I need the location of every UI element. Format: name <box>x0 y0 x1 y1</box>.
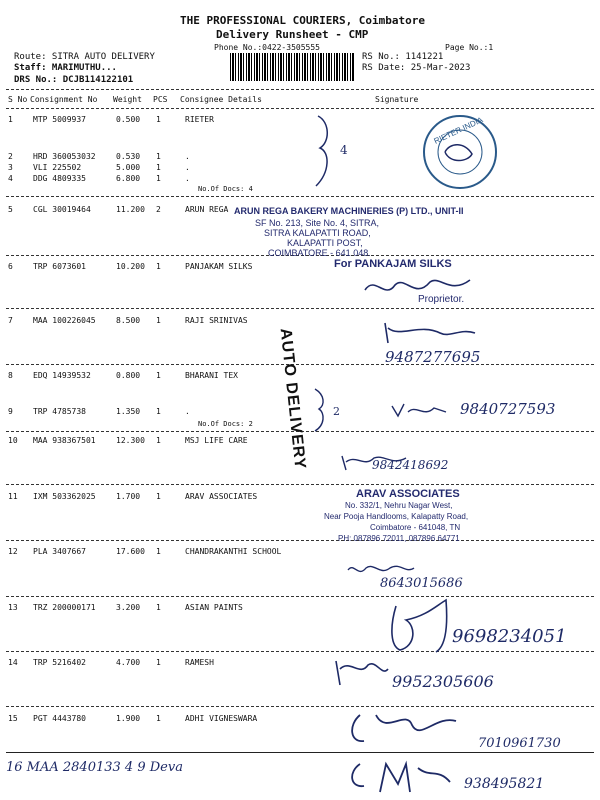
row-consignee: RAMESH <box>185 658 214 667</box>
col-pcs: PCS <box>153 95 168 104</box>
row-weight: 3.200 <box>116 603 141 612</box>
row13-phone: 9698234051 <box>452 626 567 647</box>
row7-signature <box>380 318 480 348</box>
bottom-rule <box>6 752 594 753</box>
row-pcs: 1 <box>156 492 161 501</box>
row-consignee: ASIAN PAINTS <box>185 603 243 612</box>
row-sno: 14 <box>8 658 18 667</box>
table-row <box>0 262 600 276</box>
arav-stamp-line: Coimbatore - 641048, TN <box>370 523 461 532</box>
row-consignee: BHARANI TEX <box>185 371 238 380</box>
row-sno: 9 <box>8 407 13 416</box>
table-row <box>0 316 600 330</box>
row-consignee: . <box>185 174 190 183</box>
row-consignment: MAA 938367501 <box>33 436 96 445</box>
row9-bracket <box>305 385 365 435</box>
pankajam-signature <box>360 270 480 306</box>
row-consignee: MSJ LIFE CARE <box>185 436 248 445</box>
svg-text:4: 4 <box>340 143 348 157</box>
row9-signature <box>390 400 450 422</box>
rs-date: RS Date: 25-Mar-2023 <box>362 63 471 73</box>
row15-phone: 7010961730 <box>478 736 561 751</box>
row-consignee: ADHI VIGNESWARA <box>185 714 258 723</box>
row-weight: 0.800 <box>116 371 141 380</box>
phone-number: Phone No.:0422-3505555 <box>214 43 320 52</box>
arun-rega-stamp-line: SITRA KALAPATTI ROAD, <box>264 228 371 238</box>
row14-phone: 9952305606 <box>392 672 494 691</box>
row-divider <box>6 484 594 485</box>
row-divider <box>6 364 594 365</box>
arav-stamp-line: No. 332/1, Nehru Nagar West, <box>345 501 453 510</box>
handwritten-extra-row: 16 MAA 2840133 4 9 Deva <box>6 760 183 775</box>
row-sno: 7 <box>8 316 13 325</box>
row-pcs: 1 <box>156 714 161 723</box>
row10-phone: 9842418692 <box>372 458 449 472</box>
table-row <box>0 492 600 506</box>
extra-row-signature <box>346 758 456 798</box>
row-consignee: CHANDRAKANTHI SCHOOL <box>185 547 282 556</box>
row-consignee: . <box>185 163 190 172</box>
row-consignment: MAA 100226045 <box>33 316 96 325</box>
row-consignee: ARAV ASSOCIATES <box>185 492 258 501</box>
table-header <box>0 95 600 109</box>
row-sno: 11 <box>8 492 18 501</box>
row-pcs: 1 <box>156 436 161 445</box>
col-sno: S No <box>8 95 28 104</box>
row-weight: 0.500 <box>116 115 141 124</box>
row-weight: 12.300 <box>116 436 145 445</box>
row-consignment: TRP 4785738 <box>33 407 86 416</box>
row-pcs: 1 <box>156 163 161 172</box>
rieter-stamp-text: RIETER INDIA <box>432 115 485 146</box>
row-sno: 4 <box>8 174 13 183</box>
row-divider <box>6 596 594 597</box>
row-consignment: VLI 225502 <box>33 163 82 172</box>
row-weight: 6.800 <box>116 174 141 183</box>
row14-signature <box>332 655 392 695</box>
arun-rega-stamp-line: COIMBATORE - 641 048. <box>268 248 371 258</box>
header-divider-top <box>6 89 594 90</box>
row-consignment: PGT 4443780 <box>33 714 86 723</box>
row-sno: 10 <box>8 436 18 445</box>
row-weight: 5.000 <box>116 163 141 172</box>
row-consignee: RAJI SRINIVAS <box>185 316 248 325</box>
arav-stamp-line: ARAV ASSOCIATES <box>356 488 460 500</box>
row-sno: 2 <box>8 152 13 161</box>
row-pcs: 1 <box>156 603 161 612</box>
arav-stamp-line: Near Pooja Handlooms, Kalapatty Road, <box>324 512 469 521</box>
table-row <box>0 714 600 728</box>
row-weight: 0.530 <box>116 152 141 161</box>
row-pcs: 1 <box>156 152 161 161</box>
row-consignment: DDG 4809335 <box>33 174 86 183</box>
col-consignee: Consignee Details <box>180 95 262 104</box>
arav-stamp-line: PH: 087896 72011, 087896 64771 <box>338 534 460 543</box>
row-sno: 8 <box>8 371 13 380</box>
row-weight: 8.500 <box>116 316 141 325</box>
page-number: Page No.:1 <box>445 43 494 52</box>
row-consignment: PLA 3407667 <box>33 547 86 556</box>
row-divider <box>6 706 594 707</box>
row-divider <box>6 651 594 652</box>
pankajam-stamp-line: Proprietor. <box>418 294 465 305</box>
row-consignment: IXM 503362025 <box>33 492 96 501</box>
row-consignment: CGL 30019464 <box>33 205 91 214</box>
row-pcs: 1 <box>156 371 161 380</box>
row-sno: 15 <box>8 714 18 723</box>
row-consignment: EDQ 14939532 <box>33 371 91 380</box>
docs-count-note: No.Of Docs: 2 <box>198 420 253 428</box>
col-consignment: Consignment No <box>30 95 98 104</box>
col-weight: Weight <box>113 95 142 104</box>
runsheet-title: Delivery Runsheet - CMP <box>216 28 369 41</box>
row-weight: 1.350 <box>116 407 141 416</box>
docs-count-note: No.Of Docs: 4 <box>198 185 253 193</box>
row-consignment: MTP 5009937 <box>33 115 86 124</box>
table-row <box>0 371 600 385</box>
row-sno: 3 <box>8 163 13 172</box>
row-consignee: PANJAKAM SILKS <box>185 262 253 271</box>
svg-text:2: 2 <box>333 405 340 418</box>
row-divider <box>6 196 594 197</box>
row9-phone: 9840727593 <box>460 400 556 418</box>
row-consignment: TRP 6073601 <box>33 262 86 271</box>
drs-number: DRS No.: DCJB114122101 <box>14 75 134 85</box>
row-pcs: 1 <box>156 262 161 271</box>
row-consignee: RIETER <box>185 115 214 124</box>
rs-number: RS No.: 1141221 <box>362 52 444 62</box>
row-consignee: . <box>185 407 190 416</box>
arun-rega-stamp-line: ARUN REGA BAKERY MACHINERIES (P) LTD., UNIT-II <box>234 206 464 216</box>
extra-row-phone: 938495821 <box>464 776 545 792</box>
table-row <box>0 547 600 561</box>
row-consignment: HRD 360053032 <box>33 152 96 161</box>
row-sno: 12 <box>8 547 18 556</box>
row-sno: 5 <box>8 205 13 214</box>
row15-signature <box>346 705 466 750</box>
staff-label: Staff: MARIMUTHU... <box>14 63 117 73</box>
row-weight: 11.200 <box>116 205 145 214</box>
row-pcs: 1 <box>156 316 161 325</box>
row-pcs: 1 <box>156 658 161 667</box>
row-weight: 4.700 <box>116 658 141 667</box>
row-sno: 13 <box>8 603 18 612</box>
row-divider <box>6 540 594 541</box>
row-divider <box>6 308 594 309</box>
row-consignee: . <box>185 152 190 161</box>
row-pcs: 2 <box>156 205 161 214</box>
table-row <box>0 658 600 672</box>
row-weight: 17.600 <box>116 547 145 556</box>
arun-rega-stamp-line: KALAPATTI POST, <box>287 238 363 248</box>
pankajam-stamp-line: For PANKAJAM SILKS <box>334 258 452 270</box>
row-sno: 1 <box>8 115 13 124</box>
col-signature: Signature <box>375 95 419 104</box>
route-label: Route: SITRA AUTO DELIVERY <box>14 52 155 62</box>
row-consignment: TRP 5216402 <box>33 658 86 667</box>
auto-delivery-stamp: AUTO DELIVERY <box>276 327 309 471</box>
barcode <box>230 53 354 81</box>
company-title: THE PROFESSIONAL COURIERS, Coimbatore <box>180 14 426 27</box>
header-divider-bottom <box>6 108 594 109</box>
row-weight: 1.700 <box>116 492 141 501</box>
table-row <box>0 603 600 617</box>
row-pcs: 1 <box>156 115 161 124</box>
row-pcs: 1 <box>156 407 161 416</box>
row-consignee: ARUN REGA <box>185 205 229 214</box>
arun-rega-stamp-line: SF No. 213, Site No. 4, SITRA, <box>255 218 380 228</box>
row-pcs: 1 <box>156 547 161 556</box>
row7-phone: 9487277695 <box>385 348 481 366</box>
row-weight: 10.200 <box>116 262 145 271</box>
row-consignment: TRZ 200000171 <box>33 603 96 612</box>
row-pcs: 1 <box>156 174 161 183</box>
row12-phone: 8643015686 <box>380 576 463 591</box>
row-sno: 6 <box>8 262 13 271</box>
row-weight: 1.900 <box>116 714 141 723</box>
